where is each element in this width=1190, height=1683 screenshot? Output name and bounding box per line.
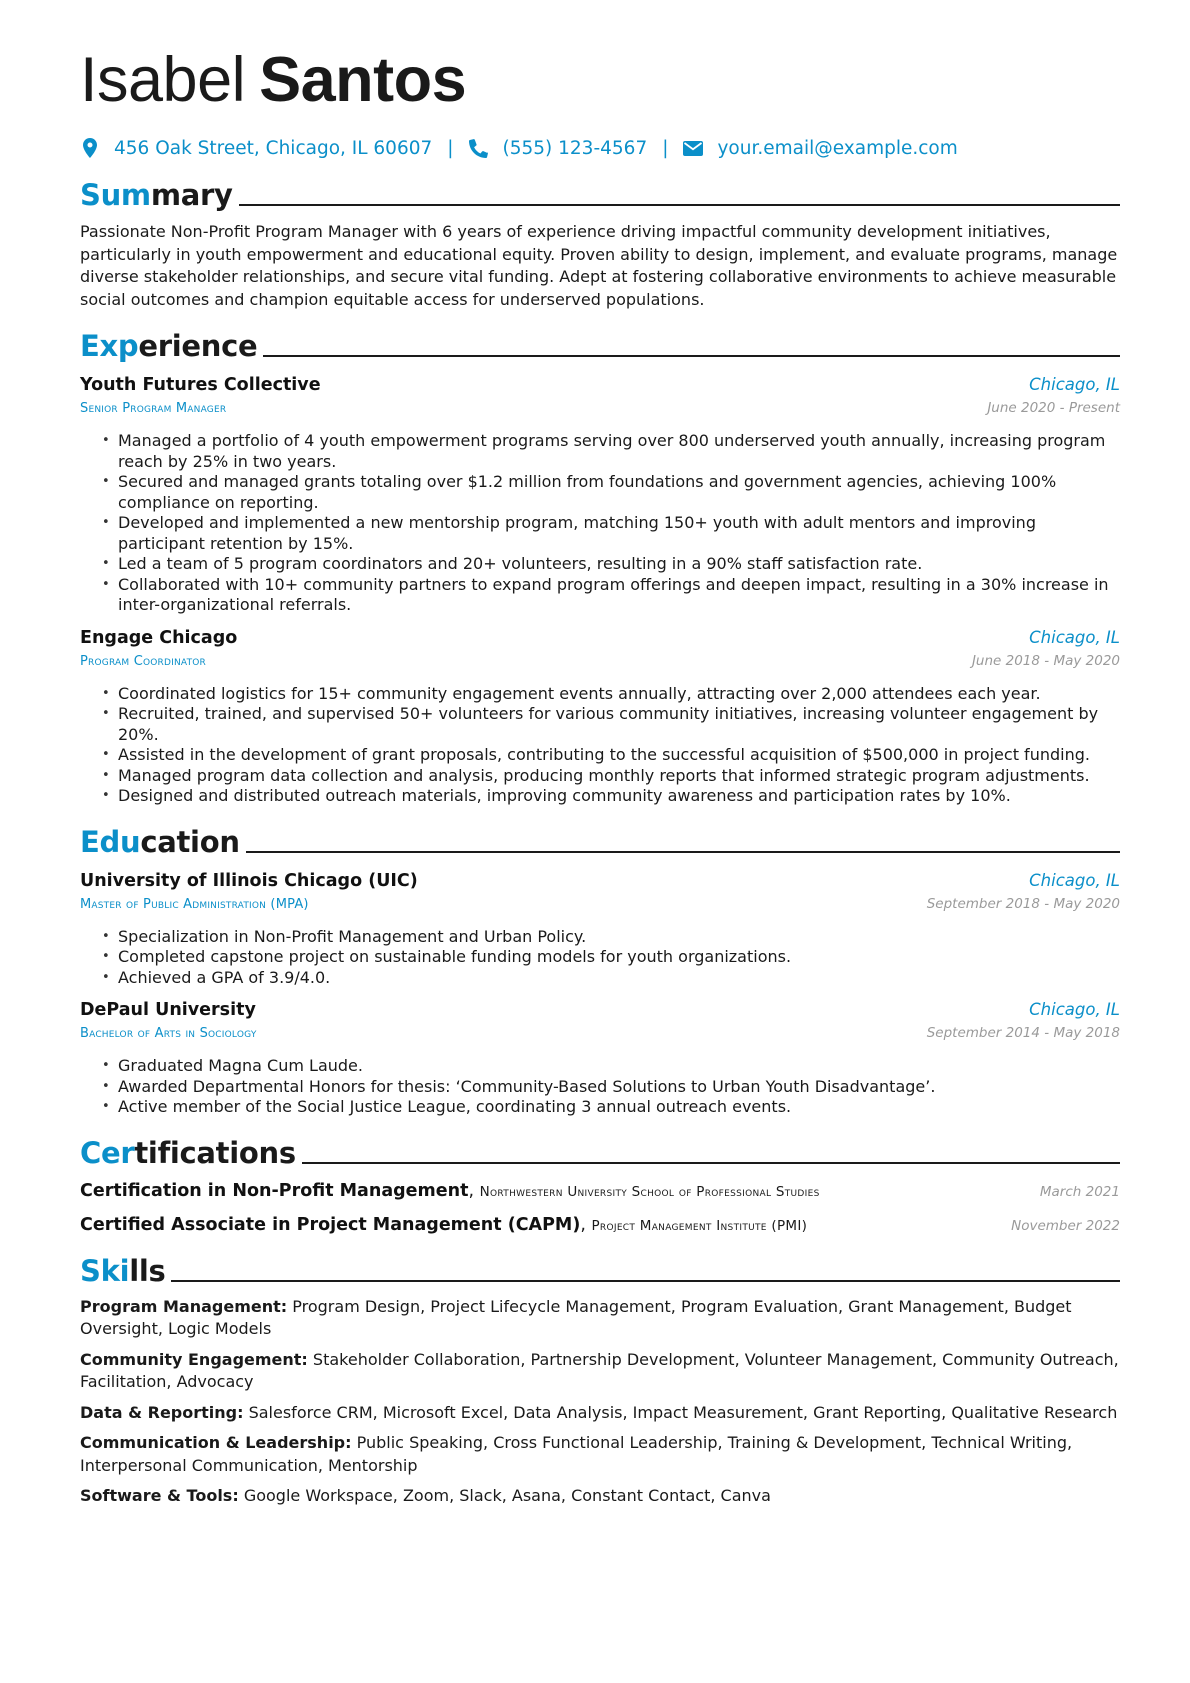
summary-text: Passionate Non-Profit Program Manager with 6 years of experience driving impactful community development initiatives, particularly in youth empowerment and educational equity. Proven ability to design, implement, and evaluate programs, manage diverse stakeholder relationships, and secure vital funding. Adept at fostering collaborative environments to achieve measurable social outcomes and champion equitable access for underserved populations. [80, 222, 1118, 309]
degree: Bachelor of Arts in Sociology [80, 1026, 257, 1041]
education-entry [80, 1000, 1120, 1118]
organization: Engage Chicago [80, 627, 238, 648]
certification-issuer: Project Management Institute (PMI) [591, 1217, 808, 1234]
list-item: • Managed a portfolio of 4 youth empowerment programs serving over 800 underserved youth annually, increasing program reach by 25% in two years. [102, 431, 1120, 472]
skill-row [80, 1349, 1120, 1394]
section-title: Experience [80, 329, 258, 363]
institution: DePaul University [80, 1000, 256, 1020]
skill-row [80, 1402, 1120, 1425]
bullet-list [102, 1056, 1120, 1118]
location: Chicago, IL [1029, 1000, 1120, 1019]
skill-row [80, 1296, 1120, 1341]
separator: | [447, 137, 454, 159]
list-item: • Secured and managed grants totaling over $1.2 million from foundations and government agencies, achieving 100% compliance on reporting. [102, 472, 1120, 513]
list-item: • Collaborated with 10+ community partners to expand program offerings and deepen impact, resulting in a 30% increase in inter-organizational referrals. [102, 575, 1120, 616]
section-rule [302, 1162, 1120, 1164]
skill-category: Program Management: [80, 1296, 288, 1316]
certification-date: November 2022 [1011, 1217, 1120, 1234]
certification-name: Certification in Non-Profit Management [80, 1180, 469, 1201]
section-title: Summary [80, 178, 233, 212]
bullet-list [102, 927, 1120, 989]
skill-category: Communication & Leadership: [80, 1433, 352, 1452]
skill-category: Software & Tools: [80, 1486, 239, 1505]
candidate-name [80, 40, 1120, 120]
certification-issuer: Northwestern University School of Professional Studies [479, 1183, 820, 1200]
experience-entry [80, 628, 1120, 807]
skills-heading [80, 1248, 1120, 1288]
list-item: • Coordinated logistics for 15+ community engagement events annually, attracting over 2,000 attendees each year. [102, 684, 1120, 705]
summary-heading [80, 172, 1120, 212]
section-title: Skills [80, 1253, 166, 1288]
skill-category: Data & Reporting: [80, 1402, 244, 1422]
list-item: • Led a team of 5 program coordinators and 20+ volunteers, resulting in a 90% staff satisfaction rate. [102, 554, 1120, 575]
separator: | [662, 137, 669, 159]
resume-page [80, 40, 1120, 1508]
list-item: • Graduated Magna Cum Laude. [102, 1056, 1120, 1077]
experience-entry [80, 375, 1120, 616]
phone-icon [469, 138, 489, 158]
degree: Master of Public Administration (MPA) [80, 896, 309, 912]
skill-list: Public Speaking, Cross Functional Leadership, Training & Development, Technical Writing, Interpersonal Communication, Mentorship [80, 1433, 1073, 1475]
skill-row [80, 1432, 1120, 1477]
bullet-list [102, 431, 1120, 616]
date-range: September 2018 - May 2020 [926, 895, 1120, 912]
education-heading [80, 819, 1120, 859]
experience-heading [80, 323, 1120, 363]
job-title: Program Coordinator [80, 653, 207, 669]
first-name: Isabel [80, 45, 246, 115]
list-item: • Assisted in the development of grant proposals, contributing to the successful acquisition of $500,000 in project funding. [102, 745, 1120, 766]
contact-line [80, 134, 1120, 162]
list-item: • Completed capstone project on sustainable funding models for youth organizations. [102, 947, 1120, 968]
section-title: Certifications [80, 1135, 296, 1170]
phone-text: (555) 123-4567 [502, 137, 648, 159]
map-marker-icon [80, 138, 100, 158]
list-item: • Achieved a GPA of 3.9/4.0. [102, 968, 1120, 989]
list-item: • Developed and implemented a new mentorship program, matching 150+ youth with adult mentors and improving participant retention by 15%. [102, 513, 1120, 554]
email-item[interactable] [683, 138, 957, 159]
list-item: • Recruited, trained, and supervised 50+ volunteers for various community initiatives, increasing volunteer engagement by 20%. [102, 704, 1120, 745]
location: Chicago, IL [1029, 375, 1120, 394]
skill-list: Google Workspace, Zoom, Slack, Asana, Constant Contact, Canva [243, 1486, 771, 1505]
institution: University of Illinois Chicago (UIC) [80, 870, 418, 891]
phone-item[interactable] [469, 138, 648, 159]
date-range: September 2014 - May 2018 [926, 1025, 1120, 1041]
section-rule [263, 355, 1120, 357]
section-title: Education [80, 824, 240, 859]
date-range: June 2018 - May 2020 [971, 652, 1120, 669]
certification-item: Certified Associate in Project Management (CAPM), Project Management Institute (PMI) November 2022 [80, 1214, 1120, 1235]
skill-row [80, 1485, 1120, 1508]
list-item: • Managed program data collection and analysis, producing monthly reports that informed strategic program adjustments. [102, 766, 1120, 787]
skill-list: Program Design, Project Lifecycle Management, Program Evaluation, Grant Management, Budget Oversight, Logic Models [80, 1296, 1072, 1338]
section-rule [171, 1280, 1120, 1282]
section-rule [239, 204, 1120, 206]
location: Chicago, IL [1029, 627, 1120, 647]
location: Chicago, IL [1029, 870, 1120, 890]
certification-name: Certified Associate in Project Management (CAPM) [80, 1214, 581, 1235]
email-link[interactable]: your.email@example.com [717, 137, 958, 159]
certifications-heading [80, 1130, 1120, 1170]
address-text: 456 Oak Street, Chicago, IL 60607 [114, 137, 433, 159]
certification-item: Certification in Non-Profit Management, Northwestern University School of Professional Studies March 2021 [80, 1180, 1120, 1201]
skill-list: Salesforce CRM, Microsoft Excel, Data Analysis, Impact Measurement, Grant Reporting, Qualitative Research [248, 1402, 1118, 1422]
list-item: • Specialization in Non-Profit Management and Urban Policy. [102, 927, 1120, 948]
list-item: • Designed and distributed outreach materials, improving community awareness and participation rates by 10%. [102, 786, 1120, 807]
list-item: • Awarded Departmental Honors for thesis: ‘Community-Based Solutions to Urban Youth Disadvantage’. [102, 1077, 1120, 1098]
last-name: Santos [259, 45, 467, 115]
list-item: • Active member of the Social Justice League, coordinating 3 annual outreach events. [102, 1097, 1120, 1118]
date-range: June 2020 - Present [987, 400, 1120, 416]
certification-date: March 2021 [1039, 1183, 1120, 1200]
section-rule [246, 851, 1120, 853]
address-item [80, 138, 432, 159]
bullet-list [102, 684, 1120, 807]
education-entry [80, 871, 1120, 989]
job-title: Senior Program Manager [80, 401, 227, 416]
organization: Youth Futures Collective [80, 375, 321, 395]
envelope-icon [683, 138, 703, 158]
skill-category: Community Engagement: [80, 1349, 308, 1369]
skill-list: Stakeholder Collaboration, Partnership Development, Volunteer Management, Community Outreach, Facilitation, Advocacy [80, 1349, 1119, 1391]
